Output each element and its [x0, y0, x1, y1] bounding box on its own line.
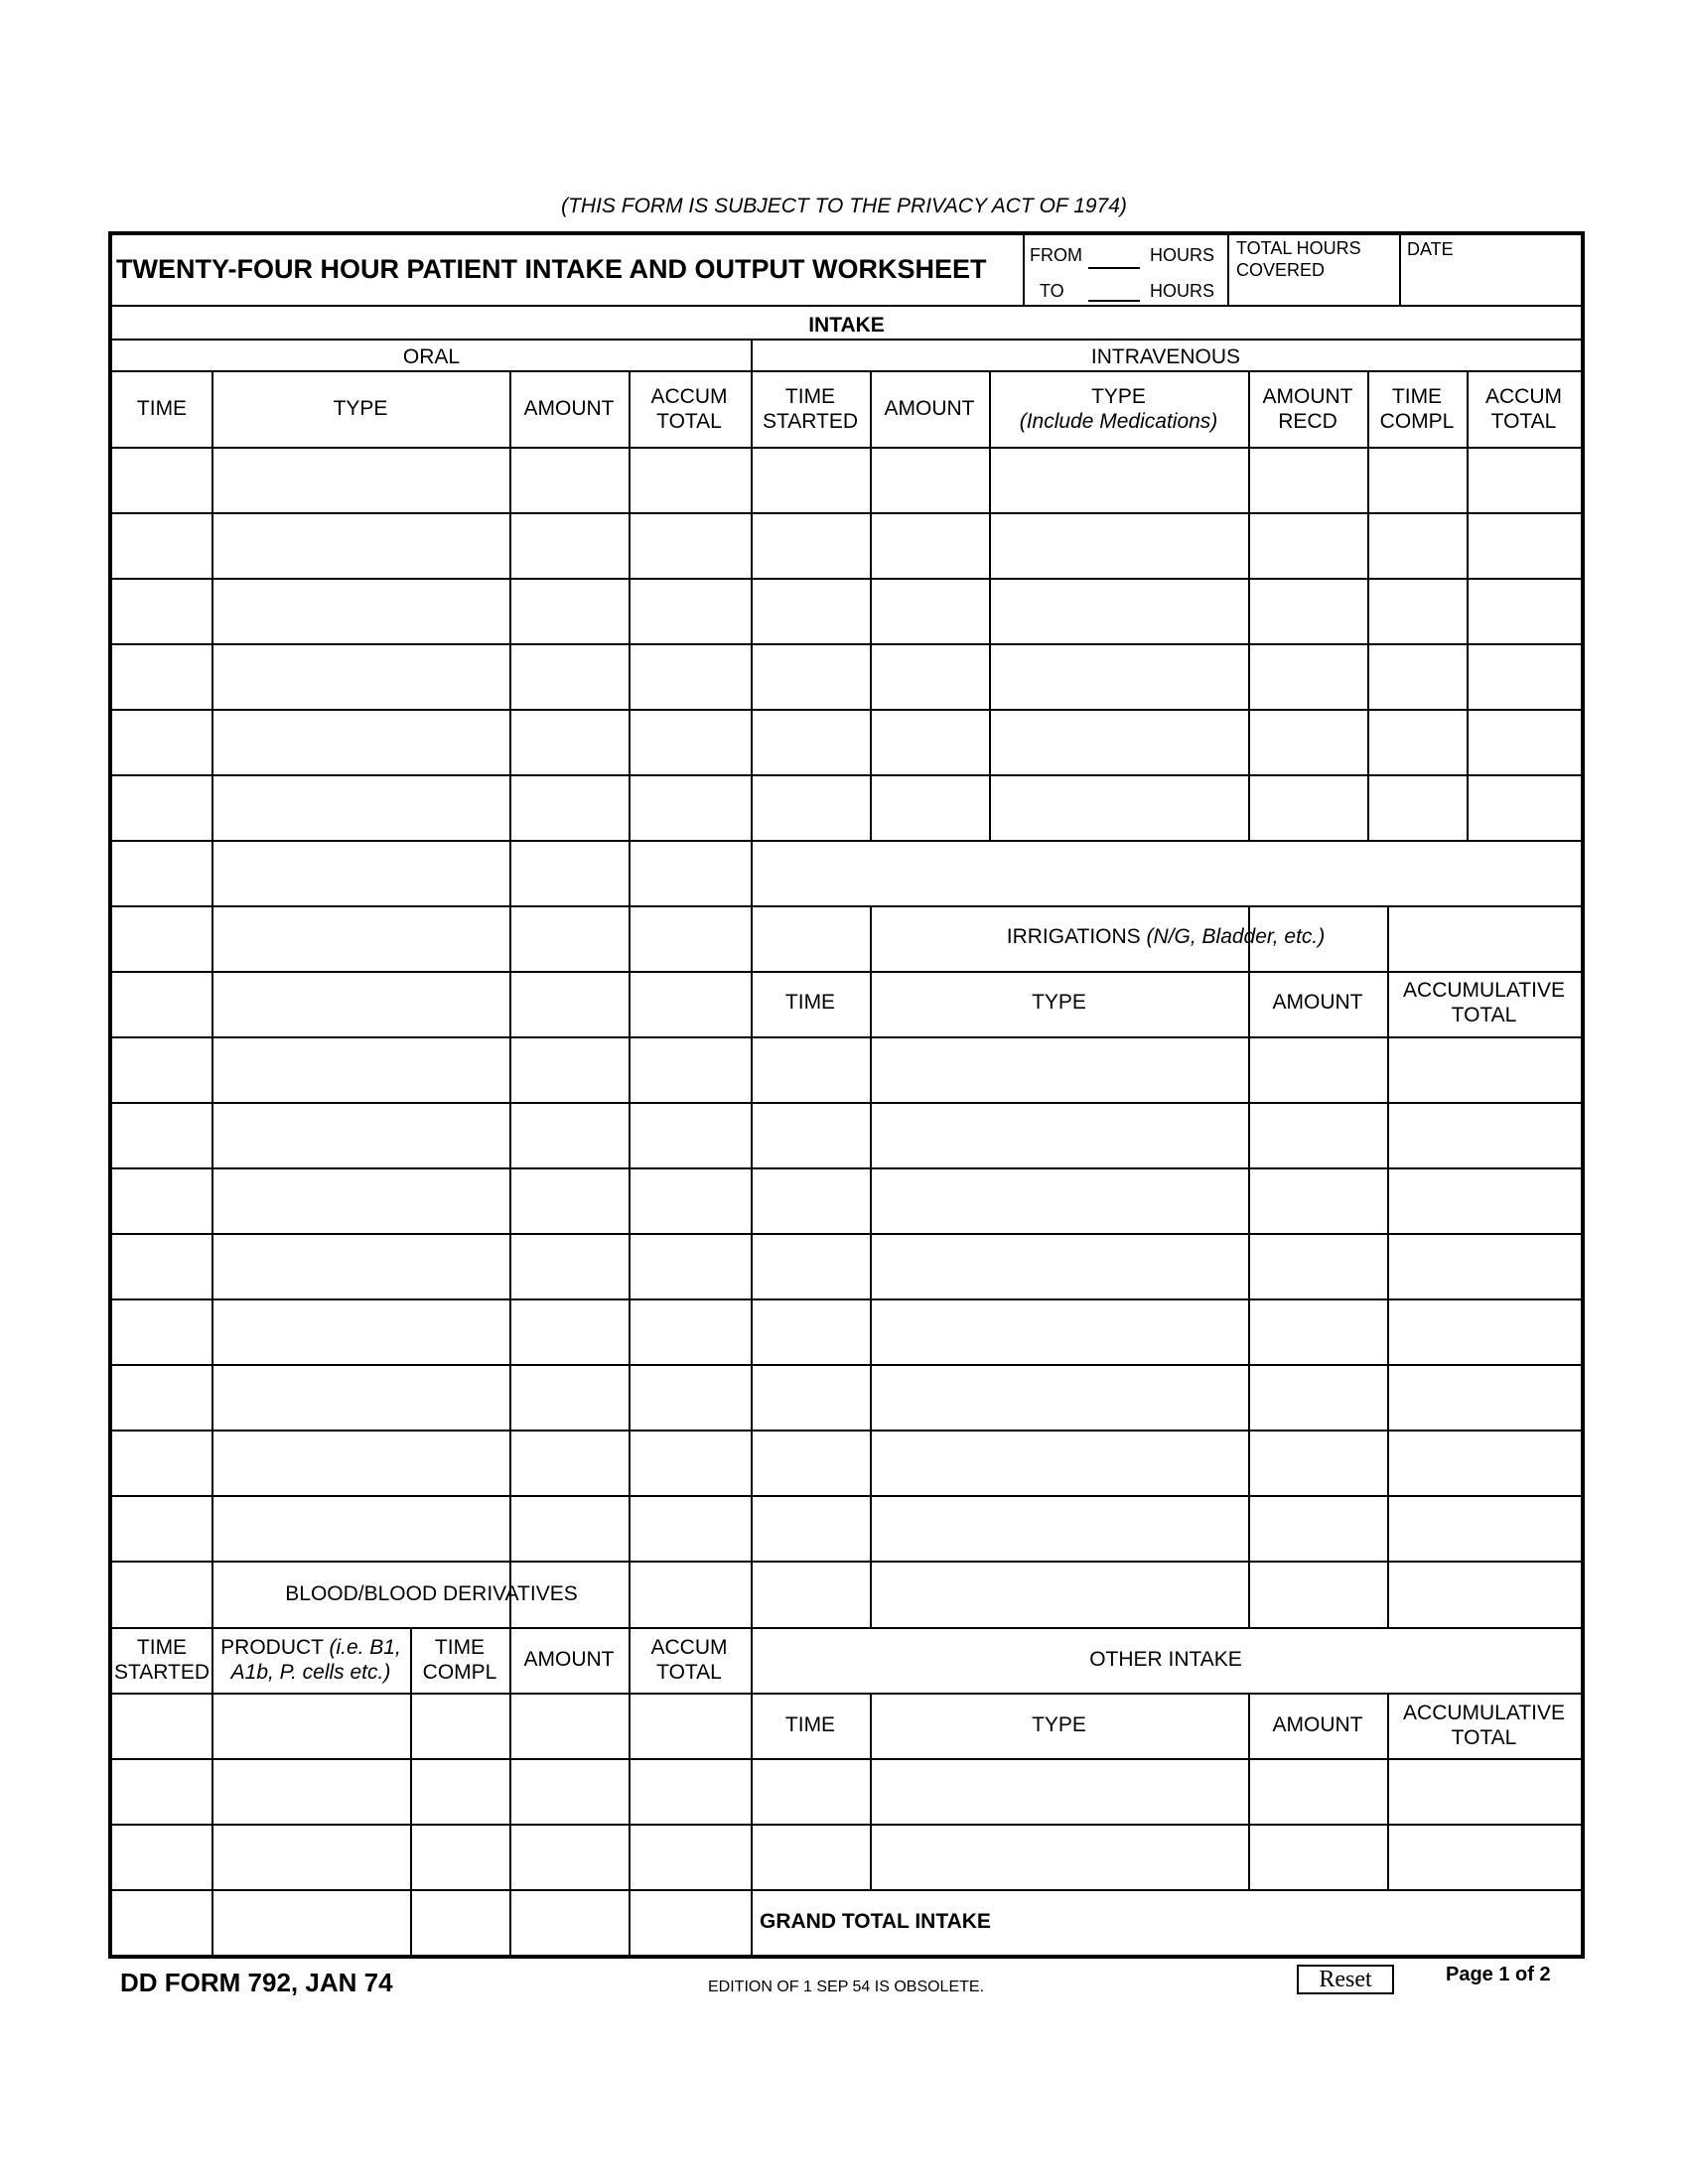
oral-entry-cell[interactable] [213, 711, 509, 774]
irrigation-entry-cell[interactable] [872, 1169, 1248, 1233]
oral-entry-cell[interactable] [213, 1432, 509, 1495]
iv-col-amount: AMOUNT [884, 397, 975, 420]
iv-entry-cell[interactable] [1469, 514, 1581, 578]
oral-entry-cell[interactable] [511, 1104, 629, 1167]
blood-col-accum: ACCUM TOTAL [650, 1636, 728, 1684]
blood-entry-cell[interactable] [511, 1891, 629, 1955]
oral-entry-cell[interactable] [631, 973, 751, 1036]
blood-entry-cell[interactable] [511, 1695, 629, 1758]
oral-entry-cell[interactable] [511, 776, 629, 840]
blood-entry-cell[interactable] [213, 1891, 410, 1955]
oral-entry-cell[interactable] [213, 1497, 509, 1561]
irrigation-entry-cell[interactable] [872, 1300, 1248, 1364]
oral-entry-cell[interactable] [213, 973, 509, 1036]
grid-line [112, 1627, 751, 1629]
irrigation-entry-cell[interactable] [872, 1432, 1248, 1495]
irrigation-entry-cell[interactable] [872, 1497, 1248, 1561]
to-label: TO [1040, 281, 1064, 301]
blood-entry-cell[interactable] [412, 1760, 509, 1824]
iv-entry-cell[interactable] [872, 776, 989, 840]
oral-entry-cell[interactable] [511, 711, 629, 774]
irrigation-entry-cell[interactable] [1250, 1300, 1387, 1364]
total-hours-label: TOTAL HOURS COVERED [1236, 238, 1361, 280]
oral-entry-cell[interactable] [631, 907, 751, 971]
irrigation-entry-cell[interactable] [1389, 1432, 1581, 1495]
iv-entry-cell[interactable] [753, 842, 870, 905]
oral-entry-cell[interactable] [631, 1235, 751, 1298]
irrig-col-accum: ACCUMULATIVE TOTAL [1403, 979, 1565, 1026]
iv-entry-cell[interactable] [1369, 449, 1467, 512]
irrigation-entry-cell[interactable] [872, 1235, 1248, 1298]
oral-entry-cell[interactable] [213, 645, 509, 709]
iv-entry-cell[interactable] [753, 514, 870, 578]
oral-entry-cell[interactable] [511, 973, 629, 1036]
iv-entry-cell[interactable] [753, 776, 870, 840]
oral-entry-cell[interactable] [511, 645, 629, 709]
iv-entry-cell[interactable] [991, 645, 1248, 709]
blood-entry-cell[interactable] [412, 1826, 509, 1889]
oral-col-amount: AMOUNT [523, 397, 615, 420]
iv-entry-cell[interactable] [1469, 711, 1581, 774]
iv-entry-cell[interactable] [1469, 842, 1581, 905]
blood-entry-cell[interactable] [412, 1695, 509, 1758]
iv-entry-cell[interactable] [872, 514, 989, 578]
blood-entry-cell[interactable] [631, 1695, 751, 1758]
oral-entry-cell[interactable] [511, 514, 629, 578]
grid-line [751, 1889, 1581, 1891]
other-intake-entry-cell[interactable] [753, 1760, 870, 1824]
oral-entry-cell[interactable] [213, 1038, 509, 1102]
iv-entry-cell[interactable] [1469, 449, 1581, 512]
oral-entry-cell[interactable] [114, 973, 211, 1036]
iv-entry-cell[interactable] [1250, 711, 1367, 774]
other-intake-entry-cell[interactable] [1389, 1760, 1581, 1824]
blood-col-amount: AMOUNT [523, 1648, 615, 1671]
blood-entry-cell[interactable] [213, 1695, 410, 1758]
iv-entry-cell[interactable] [872, 580, 989, 643]
oral-col-accum: ACCUM TOTAL [650, 385, 728, 433]
iv-entry-cell[interactable] [1369, 776, 1467, 840]
irrigation-entry-cell[interactable] [753, 1235, 870, 1298]
irrigations-heading: IRRIGATIONS (N/G, Bladder, etc.) [1006, 925, 1326, 948]
oral-entry-cell[interactable] [511, 1497, 629, 1561]
irrigation-entry-cell[interactable] [1389, 1366, 1581, 1430]
oral-entry-cell[interactable] [114, 1366, 211, 1430]
oral-entry-cell[interactable] [114, 1497, 211, 1561]
irrigation-entry-cell[interactable] [1389, 1169, 1581, 1233]
iv-entry-cell[interactable] [1369, 645, 1467, 709]
oral-entry-cell[interactable] [213, 776, 509, 840]
oral-entry-cell[interactable] [114, 1300, 211, 1364]
oral-entry-cell[interactable] [511, 1300, 629, 1364]
oral-entry-cell[interactable] [114, 1235, 211, 1298]
irrigation-entry-cell[interactable] [1389, 1497, 1581, 1561]
oral-entry-cell[interactable] [511, 580, 629, 643]
oral-entry-cell[interactable] [213, 1104, 509, 1167]
oral-heading: ORAL [402, 345, 461, 368]
iv-entry-cell[interactable] [1369, 514, 1467, 578]
other-intake-entry-cell[interactable] [753, 1826, 870, 1889]
other-col-type: TYPE [1032, 1713, 1086, 1736]
irrig-col-amount: AMOUNT [1272, 991, 1363, 1014]
oral-entry-cell[interactable] [213, 1366, 509, 1430]
irrigation-entry-cell[interactable] [1389, 1300, 1581, 1364]
irrigation-entry-cell[interactable] [1389, 1104, 1581, 1167]
oral-entry-cell[interactable] [114, 1038, 211, 1102]
iv-entry-cell[interactable] [1250, 776, 1367, 840]
blood-entry-cell[interactable] [213, 1760, 410, 1824]
blood-entry-cell[interactable] [511, 1760, 629, 1824]
oral-entry-cell[interactable] [213, 1300, 509, 1364]
iv-entry-cell[interactable] [1469, 776, 1581, 840]
oral-entry-cell[interactable] [114, 449, 211, 512]
iv-entry-cell[interactable] [753, 645, 870, 709]
oral-entry-cell[interactable] [114, 514, 211, 578]
from-label: FROM [1030, 245, 1082, 265]
oral-entry-cell[interactable] [511, 842, 629, 905]
reset-button[interactable]: Reset [1297, 1965, 1394, 1994]
from-hours-label: HOURS [1150, 245, 1215, 265]
iv-entry-cell[interactable] [1250, 580, 1367, 643]
blood-entry-cell[interactable] [114, 1760, 211, 1824]
grand-total-field[interactable] [1006, 1897, 1572, 1951]
irrig-col-time: TIME [784, 991, 836, 1014]
iv-entry-cell[interactable] [872, 842, 989, 905]
oral-entry-cell[interactable] [631, 645, 751, 709]
to-blank[interactable] [1088, 300, 1140, 302]
blood-entry-cell[interactable] [213, 1826, 410, 1889]
blood-entry-cell[interactable] [412, 1891, 509, 1955]
iv-entry-cell[interactable] [1369, 711, 1467, 774]
irrigation-entry-cell[interactable] [753, 1300, 870, 1364]
intravenous-heading: INTRAVENOUS [1090, 345, 1241, 368]
irrigation-entry-cell[interactable] [1250, 1497, 1387, 1561]
grid-line [751, 1693, 1581, 1695]
other-intake-entry-cell[interactable] [872, 1826, 1248, 1889]
iv-entry-cell[interactable] [991, 776, 1248, 840]
iv-entry-cell[interactable] [991, 711, 1248, 774]
iv-entry-cell[interactable] [872, 645, 989, 709]
irrigation-entry-cell[interactable] [753, 1038, 870, 1102]
oral-entry-cell[interactable] [114, 580, 211, 643]
date-label: DATE [1407, 239, 1454, 259]
iv-entry-cell[interactable] [991, 580, 1248, 643]
iv-entry-cell[interactable] [991, 514, 1248, 578]
oral-entry-cell[interactable] [631, 1300, 751, 1364]
oral-entry-cell[interactable] [631, 776, 751, 840]
grid-line [751, 1627, 1581, 1629]
oral-col-time: TIME [136, 397, 188, 420]
iv-entry-cell[interactable] [1369, 842, 1467, 905]
irrigation-entry-cell[interactable] [753, 1432, 870, 1495]
iv-entry-cell[interactable] [1250, 842, 1367, 905]
oral-entry-cell[interactable] [213, 580, 509, 643]
iv-entry-cell[interactable] [991, 449, 1248, 512]
oral-entry-cell[interactable] [114, 1432, 211, 1495]
other-intake-heading: OTHER INTAKE [1089, 1648, 1242, 1671]
other-intake-entry-cell[interactable] [1250, 1760, 1387, 1824]
irrigation-entry-cell[interactable] [1250, 1038, 1387, 1102]
grid-line [751, 1561, 1581, 1563]
oral-entry-cell[interactable] [114, 842, 211, 905]
irrigation-entry-cell[interactable] [1250, 1169, 1387, 1233]
oral-entry-cell[interactable] [511, 1038, 629, 1102]
oral-entry-cell[interactable] [631, 449, 751, 512]
other-intake-entry-cell[interactable] [1250, 1826, 1387, 1889]
oral-entry-cell[interactable] [631, 1104, 751, 1167]
grid-line [112, 1561, 751, 1563]
irrigation-entry-cell[interactable] [753, 1366, 870, 1430]
oral-entry-cell[interactable] [213, 449, 509, 512]
intake-output-form [108, 231, 1585, 1959]
to-hours-label: HOURS [1150, 281, 1215, 301]
oral-entry-cell[interactable] [631, 1366, 751, 1430]
oral-entry-cell[interactable] [114, 1104, 211, 1167]
blood-col-time-started: TIME STARTED [113, 1636, 211, 1684]
irrig-col-type: TYPE [1032, 991, 1086, 1014]
blood-entry-cell[interactable] [511, 1826, 629, 1889]
grid-line [751, 905, 1581, 907]
oral-col-type: TYPE [333, 397, 388, 420]
intake-heading: INTAKE [808, 314, 885, 337]
oral-entry-cell[interactable] [511, 907, 629, 971]
oral-entry-cell[interactable] [631, 1497, 751, 1561]
iv-entry-cell[interactable] [872, 449, 989, 512]
oral-entry-cell[interactable] [511, 1235, 629, 1298]
blood-entry-cell[interactable] [114, 1891, 211, 1955]
oral-entry-cell[interactable] [213, 1235, 509, 1298]
grid-line [112, 370, 1581, 372]
blood-entry-cell[interactable] [631, 1826, 751, 1889]
oral-entry-cell[interactable] [631, 711, 751, 774]
oral-entry-cell[interactable] [213, 514, 509, 578]
iv-entry-cell[interactable] [1369, 580, 1467, 643]
other-intake-entry-cell[interactable] [872, 1760, 1248, 1824]
blood-entry-cell[interactable] [631, 1891, 751, 1955]
oral-entry-cell[interactable] [511, 1432, 629, 1495]
iv-entry-cell[interactable] [1469, 580, 1581, 643]
privacy-notice: (THIS FORM IS SUBJECT TO THE PRIVACY ACT OF 1974) [561, 195, 1127, 217]
oral-entry-cell[interactable] [213, 1169, 509, 1233]
iv-entry-cell[interactable] [753, 580, 870, 643]
iv-entry-cell[interactable] [872, 711, 989, 774]
other-col-time: TIME [784, 1713, 836, 1736]
blood-heading: BLOOD/BLOOD DERIVATIVES [285, 1582, 578, 1605]
oral-entry-cell[interactable] [631, 1038, 751, 1102]
oral-entry-cell[interactable] [114, 776, 211, 840]
irrigation-entry-cell[interactable] [1389, 1235, 1581, 1298]
oral-entry-cell[interactable] [114, 711, 211, 774]
oral-entry-cell[interactable] [631, 580, 751, 643]
iv-col-type: TYPE (Include Medications) [1019, 385, 1218, 433]
irrigation-entry-cell[interactable] [1389, 1038, 1581, 1102]
irrigation-entry-cell[interactable] [753, 1169, 870, 1233]
page-number: Page 1 of 2 [1446, 1964, 1551, 1985]
oral-entry-cell[interactable] [631, 1432, 751, 1495]
form-id: DD FORM 792, JAN 74 [120, 1968, 393, 1997]
oral-entry-cell[interactable] [213, 842, 509, 905]
other-intake-entry-cell[interactable] [1389, 1826, 1581, 1889]
irrigation-entry-cell[interactable] [872, 1038, 1248, 1102]
irrigation-entry-cell[interactable] [753, 1104, 870, 1167]
iv-entry-cell[interactable] [1250, 449, 1367, 512]
iv-entry-cell[interactable] [1250, 645, 1367, 709]
oral-entry-cell[interactable] [511, 1366, 629, 1430]
blood-entry-cell[interactable] [114, 1695, 211, 1758]
oral-entry-cell[interactable] [114, 1169, 211, 1233]
irrigation-entry-cell[interactable] [1250, 1235, 1387, 1298]
oral-entry-cell[interactable] [511, 449, 629, 512]
other-col-amount: AMOUNT [1272, 1713, 1363, 1736]
oral-entry-cell[interactable] [114, 645, 211, 709]
iv-entry-cell[interactable] [1469, 645, 1581, 709]
iv-entry-cell[interactable] [753, 711, 870, 774]
grid-line [112, 339, 1581, 341]
grand-total-label: GRAND TOTAL INTAKE [760, 1910, 991, 1933]
oral-entry-cell[interactable] [511, 1169, 629, 1233]
irrigation-entry-cell[interactable] [1250, 1432, 1387, 1495]
iv-entry-cell[interactable] [753, 449, 870, 512]
irrigation-entry-cell[interactable] [753, 1497, 870, 1561]
irrigation-entry-cell[interactable] [872, 1104, 1248, 1167]
edition-note: EDITION OF 1 SEP 54 IS OBSOLETE. [708, 1979, 985, 1995]
blood-col-product: PRODUCT (i.e. B1, A1b, P. cells etc.) [220, 1636, 401, 1684]
iv-col-accum: ACCUM TOTAL [1485, 385, 1562, 433]
other-col-accum: ACCUMULATIVE TOTAL [1403, 1702, 1565, 1749]
form-title: TWENTY-FOUR HOUR PATIENT INTAKE AND OUTPUT WORKSHEET [116, 254, 987, 284]
oral-entry-cell[interactable] [631, 514, 751, 578]
irrigation-entry-cell[interactable] [1250, 1366, 1387, 1430]
irrigation-entry-cell[interactable] [872, 1366, 1248, 1430]
oral-entry-cell[interactable] [631, 842, 751, 905]
oral-entry-cell[interactable] [114, 907, 211, 971]
oral-entry-cell[interactable] [631, 1169, 751, 1233]
blood-entry-cell[interactable] [114, 1826, 211, 1889]
iv-entry-cell[interactable] [991, 842, 1248, 905]
from-blank[interactable] [1088, 267, 1140, 269]
irrigation-entry-cell[interactable] [1250, 1104, 1387, 1167]
iv-col-time-compl: TIME COMPL [1379, 385, 1455, 433]
iv-col-amount-recd: AMOUNT RECD [1262, 385, 1353, 433]
blood-entry-cell[interactable] [631, 1760, 751, 1824]
iv-col-time-started: TIME STARTED [762, 385, 859, 433]
oral-entry-cell[interactable] [213, 907, 509, 971]
blood-col-time-compl: TIME COMPL [422, 1636, 497, 1684]
iv-entry-cell[interactable] [1250, 514, 1367, 578]
grid-line [112, 305, 1581, 307]
